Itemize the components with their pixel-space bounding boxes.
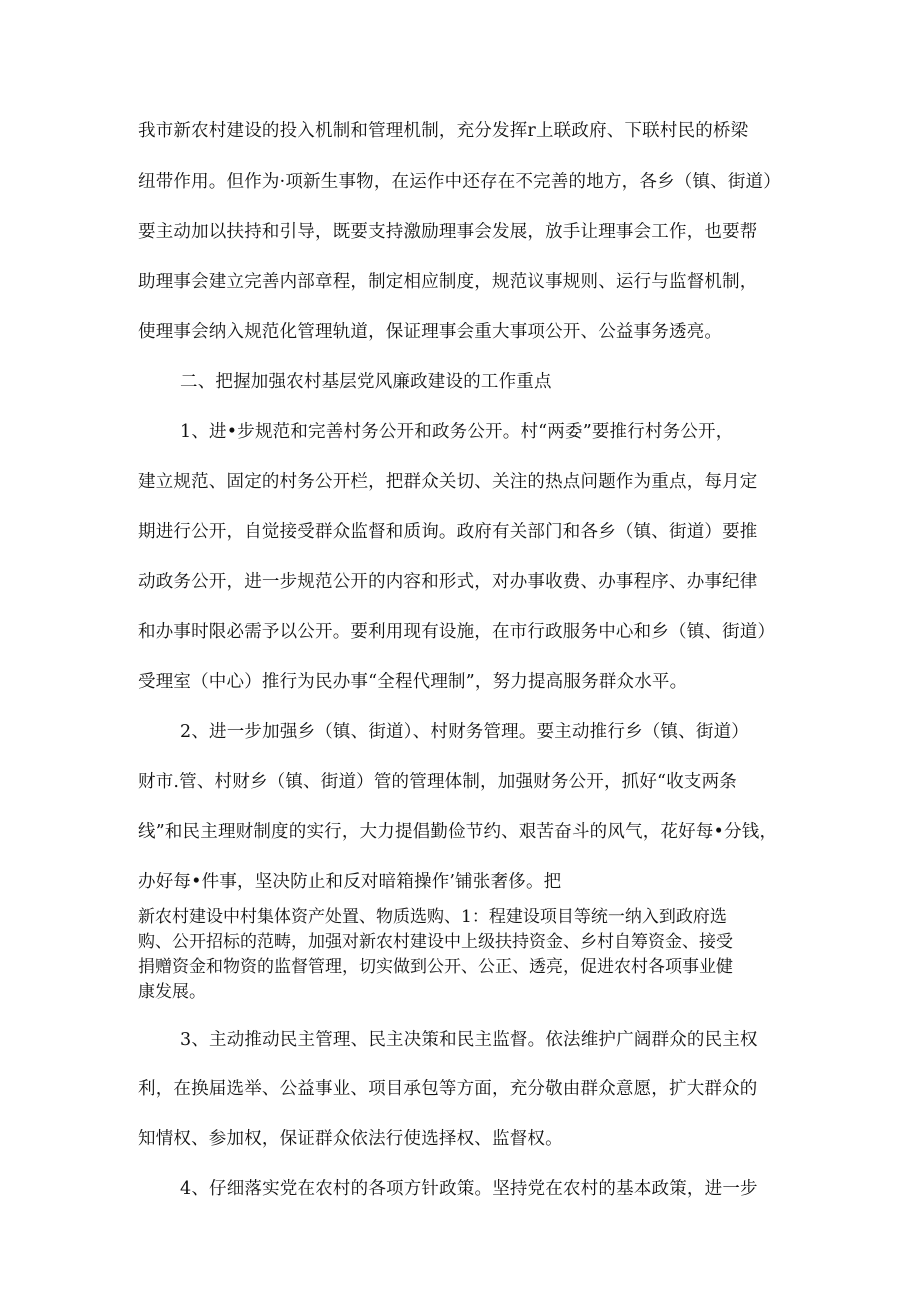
text-line: 捐赠资金和物资的监督管理，切实做到公开、公正、透亮，促进农村各项事业健 xyxy=(138,957,733,977)
text-line: 购、公开招标的范畴，加强对新农村建设中上级扶持资金、乡村自筹资金、接受 xyxy=(138,932,733,952)
text-line: 线”和民主理财制度的实行，大力提倡勤俭节约、艰苦奋斗的风气，花好每•分钱， xyxy=(138,822,778,842)
text-line: 利，在换届选举、公益事业、项目承包等方面，充分敬由群众意愿，扩大群众的 xyxy=(138,1079,758,1099)
paragraph-4-start: 4、仔细落实党在农村的各项方针政策。坚持党在农村的基本政策，进一步 xyxy=(180,1179,758,1199)
text-line: 我市新农村建设的投入机制和管理机制，充分发挥r上联政府、下联村民的桥梁 xyxy=(138,121,749,141)
text-line: 财市.管、村财乡（镇、街道）管的管理体制，加强财务公开，抓好“收支两条 xyxy=(138,772,738,792)
paragraph-3-start: 3、主动推动民主管理、民主决策和民主监督。依法维护广阔群众的民主权 xyxy=(180,1030,758,1050)
text-line: 动政务公开，进一步规范公开的内容和形式，对办事收费、办事程序、办事纪律 xyxy=(138,572,758,592)
text-line: 使理事会纳入规范化管理轨道，保证理事会重大事项公开、公益事务透亮。 xyxy=(138,322,723,342)
text-line: 纽带作用。但作为·项新生事物，在运作中还存在不完善的地方，各乡（镇、街道） xyxy=(138,172,781,192)
text-line: 知情权、参加权，保证群众依法行使选择权、监督权。 xyxy=(138,1129,563,1149)
text-line: 康发展。 xyxy=(138,982,206,1002)
text-line: 受理室（中心）推行为民办事“全程代理制”，努力提高服务群众水平。 xyxy=(138,672,688,692)
text-line: 建立规范、固定的村务公开栏，把群众关切、关注的热点问题作为重点，每月定 xyxy=(138,472,758,492)
text-line: 助理事会建立完善内部章程，制定相应制度，规范议事规则、运行与监督机制， xyxy=(138,272,758,292)
text-line: 和办事时限必需予以公开。要利用现有设施，在市行政服务中心和乡（镇、街道） xyxy=(138,622,776,642)
text-line: 期进行公开，自觉接受群众监督和质询。政府有关部门和各乡（镇、街道）要推 xyxy=(138,522,758,542)
section-heading: 二、把握加强农村基层党风廉政建设的工作重点 xyxy=(180,372,552,392)
text-line: 办好每•件事，坚决防止和反对暗箱操作’铺张奢侈。把 xyxy=(138,872,562,892)
text-line: 要主动加以扶持和引导，既要支持激励理事会发展，放手让理事会工作，也要帮 xyxy=(138,222,758,242)
paragraph-1-start: 1、进•步规范和完善村务公开和政务公开。村“两委”要推行村务公开， xyxy=(180,422,734,442)
text-line: 新农村建设中村集体资产处置、物质选购、1：程建设项目等统一纳入到政府选 xyxy=(138,907,727,927)
paragraph-2-start: 2、进一步加强乡（镇、街道）、村财务管理。要主动推行乡（镇、街道） xyxy=(180,722,749,742)
